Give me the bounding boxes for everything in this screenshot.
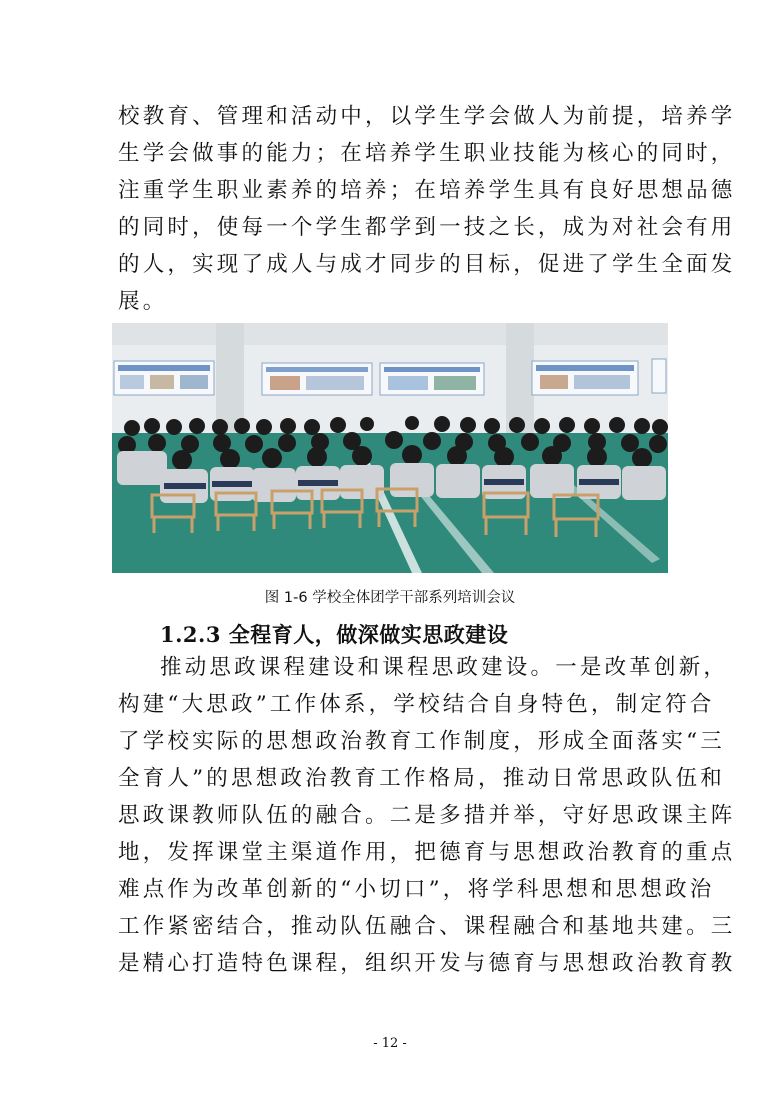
text-line: 校教育、管理和活动中，以学生学会做人为前提，培养学 (118, 104, 736, 129)
meeting-photo-illustration (112, 323, 668, 573)
text-line: 的人，实现了成人与成才同步的目标，促进了学生全面发 (118, 252, 736, 277)
figure-caption: 图 1-6 学校全体团学干部系列培训会议 (264, 590, 516, 606)
page-number: - 12 - (373, 1036, 407, 1051)
text-line: 思政课教师队伍的融合。二是多措并举，守好思政课主阵 (118, 803, 736, 828)
text-line: 地，发挥课堂主渠道作用，把德育与思想政治教育的重点 (118, 840, 736, 865)
meeting-photo (112, 323, 668, 573)
text-line: 注重学生职业素养的培养；在培养学生具有良好思想品德 (118, 178, 736, 203)
text-line: 了学校实际的思想政治教育工作制度，形成全面落实“三 (118, 729, 725, 754)
text-line: 展。 (118, 289, 168, 314)
text-line: 推动思政课程建设和课程思政建设。一是改革创新， (160, 655, 729, 680)
text-line: 难点作为改革创新的“小切口”，将学科思想和思想政治 (118, 877, 715, 902)
section-heading: 1.2.3 全程育人，做深做实思政建设 (160, 622, 509, 647)
text-line: 工作紧密结合，推动队伍融合、课程融合和基地共建。三 (118, 914, 736, 939)
text-line: 是精心打造特色课程，组织开发与德育与思想政治教育教 (118, 951, 736, 976)
text-line: 全育人”的思想政治教育工作格局，推动日常思政队伍和 (118, 766, 725, 791)
text-line: 的同时，使每一个学生都学到一技之长，成为对社会有用 (118, 215, 736, 240)
text-line: 生学会做事的能力；在培养学生职业技能为核心的同时， (118, 141, 736, 166)
text-line: 构建“大思政”工作体系，学校结合自身特色，制定符合 (118, 692, 715, 717)
